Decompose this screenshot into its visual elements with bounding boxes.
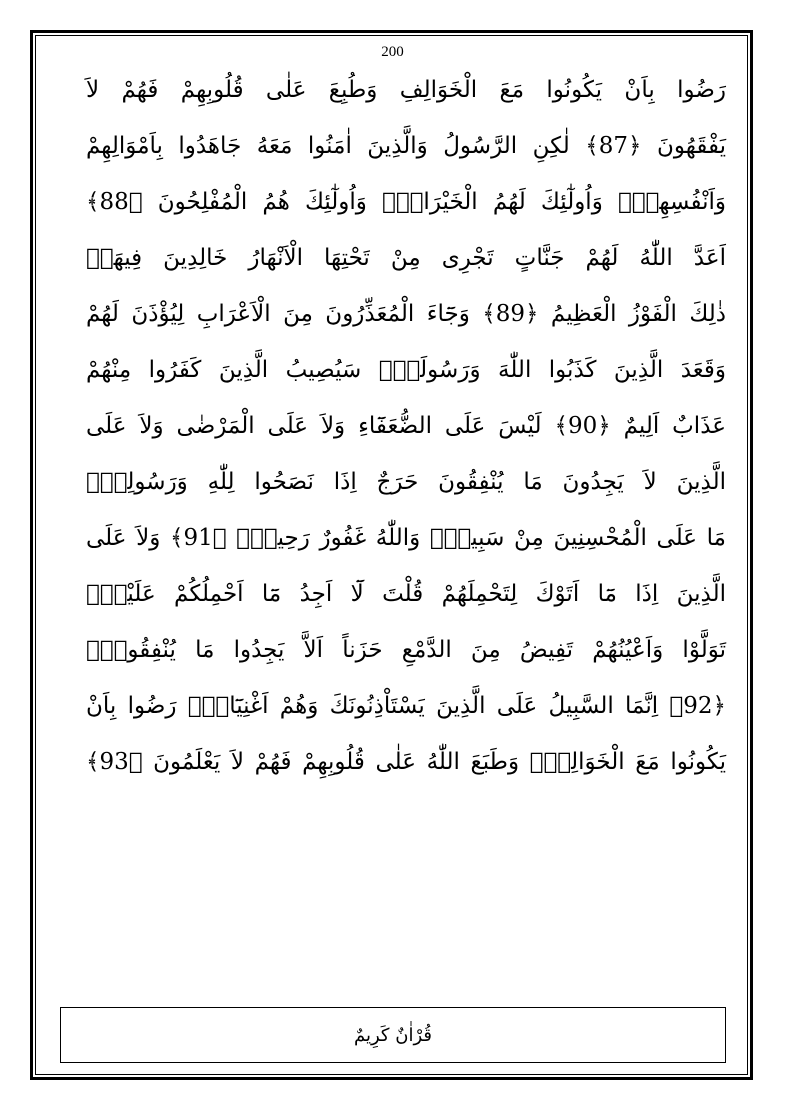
text-line: رَضُوا بِاَنْ يَكُونُوا مَعَ الْخَوَالِفِ وَطُبِعَ عَلٰى قُلُوبِهِمْ فَهُمْ لاَ bbox=[86, 77, 726, 103]
text-line: عَذَابٌ اَلِيمٌ ﴿90﴾ لَيْسَ عَلَى الضُّعَفَٓاءِ وَلاَ عَلَى الْمَرْضٰى وَلاَ عَلَى bbox=[86, 413, 726, 439]
text-line: ﴿92﴾ اِنَّمَا السَّبِيلُ عَلَى الَّذِينَ يَسْتَاْذِنُونَكَ وَهُمْ اَغْنِيَٓاءُۚ رَضُوا بِاَنْ bbox=[86, 693, 726, 719]
text-line: اَعَدَّ اللّٰهُ لَهُمْ جَنَّاتٍ تَجْرِى مِنْ تَحْتِهَا الْاَنْهَارُ خَالِدِينَ فِيهَاۜ bbox=[86, 245, 726, 271]
footer-title-box bbox=[60, 1007, 726, 1063]
text-line: يَفْقَهُونَ ﴿87﴾ لٰكِنِ الرَّسُولُ وَالَّذِينَ اٰمَنُوا مَعَهُ جَاهَدُوا بِاَمْوَالِهِمْ bbox=[86, 133, 726, 159]
text-line: ذٰلِكَ الْفَوْزُ الْعَظِيمُ ﴿89﴾ وَجَٓاءَ الْمُعَذِّرُونَ مِنَ الْاَعْرَابِ لِيُؤْذَنَ لَهُمْ bbox=[86, 301, 726, 327]
text-line: الَّذِينَ اِذَا مَٓا اَتَوْكَ لِتَحْمِلَهُمْ قُلْتَ لَٓا اَجِدُ مَٓا اَحْمِلُكُمْ عَلَيْهِۖ bbox=[86, 581, 726, 607]
text-line: وَاَنْفُسِهِمْۜ وَاُولٰٓئِكَ لَهُمُ الْخَيْرَاتُۘ وَاُولٰٓئِكَ هُمُ الْمُفْلِحُونَ ﴿88﴾ bbox=[86, 189, 726, 215]
quran-text-block bbox=[86, 62, 726, 790]
text-line: وَقَعَدَ الَّذِينَ كَذَبُوا اللّٰهَ وَرَسُولَهُۜ سَيُصِيبُ الَّذِينَ كَفَرُوا مِنْهُمْ bbox=[86, 357, 726, 383]
text-line: يَكُونُوا مَعَ الْخَوَالِفِۙ وَطَبَعَ اللّٰهُ عَلٰى قُلُوبِهِمْ فَهُمْ لاَ يَعْلَمُونَ ﴿93﴾ bbox=[86, 749, 726, 775]
text-line: مَا عَلَى الْمُحْسِنِينَ مِنْ سَبِيلٍۜ وَاللّٰهُ غَفُورٌ رَحِيمٌۙ ﴿91﴾ وَلاَ عَلَى bbox=[86, 525, 726, 551]
footer-title: قُرْاٰنٌ كَرِيمٌ bbox=[354, 1024, 432, 1046]
page-number: 200 bbox=[381, 44, 404, 60]
text-line: تَوَلَّوْا وَاَعْيُنُهُمْ تَفِيضُ مِنَ الدَّمْعِ حَزَناً اَلاَّ يَجِدُوا مَا يُنْفِقُونَۜ bbox=[86, 637, 726, 663]
text-line: الَّذِينَ لاَ يَجِدُونَ مَا يُنْفِقُونَ حَرَجٌ اِذَا نَصَحُوا لِلّٰهِ وَرَسُولِهِۜ bbox=[86, 469, 726, 495]
